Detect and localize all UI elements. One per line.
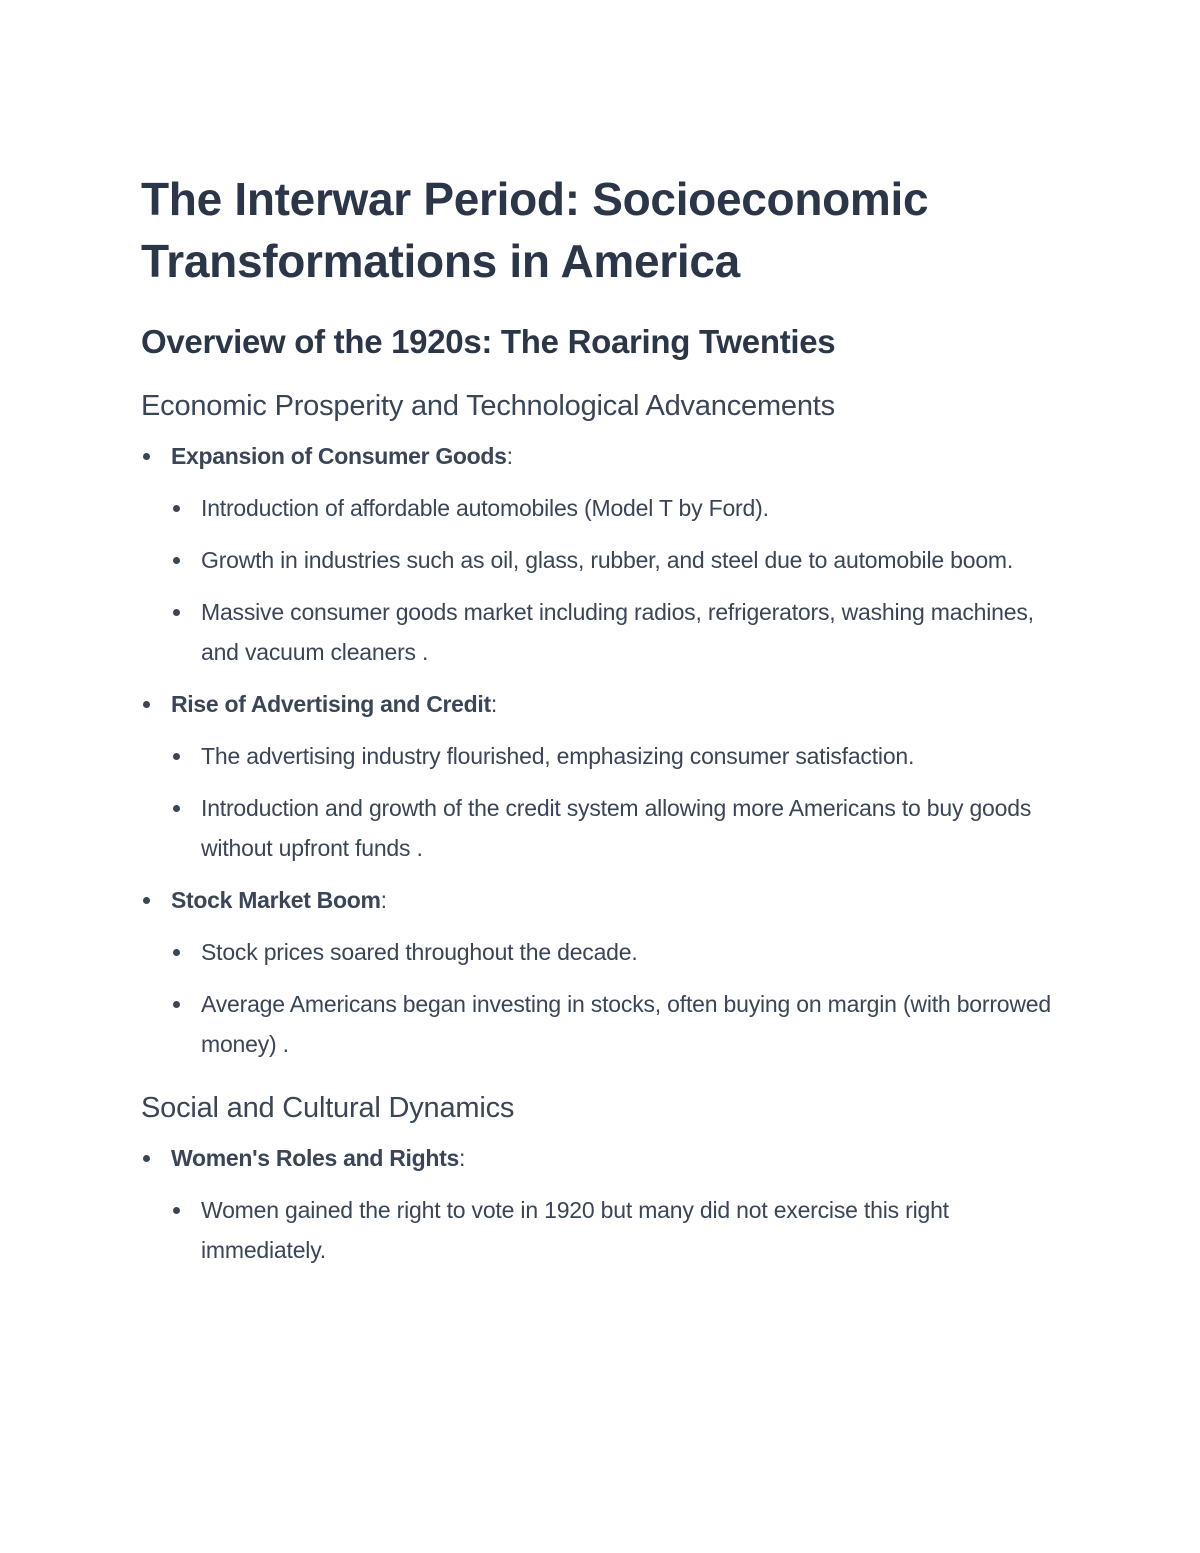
section-heading: Overview of the 1920s: The Roaring Twenties <box>141 323 836 360</box>
bullet-icon <box>173 805 180 812</box>
bullet-icon <box>143 1155 150 1162</box>
bullet-icon <box>173 505 180 512</box>
bullet-icon <box>173 557 180 564</box>
list-item-consumer-goods <box>141 436 1061 672</box>
item-colon: : <box>490 691 497 717</box>
sub-list-item: Growth in industries such as oil, glass, rubber, and steel due to automobile boom. <box>171 540 1061 580</box>
sub-list-item: Average Americans began investing in stocks, often buying on margin (with borrowed money) . <box>171 984 1061 1064</box>
list-item-advertising-credit <box>141 684 1061 868</box>
social-list <box>141 1138 1061 1270</box>
sub-list-item: Massive consumer goods market including radios, refrigerators, washing machines, and vacuum cleaners . <box>171 592 1061 672</box>
sub-list-item: Women gained the right to vote in 1920 but many did not exercise this right immediately. <box>171 1190 1061 1270</box>
subsection-heading-economic: Economic Prosperity and Technological Advancements <box>141 390 835 422</box>
sub-list <box>171 1190 1061 1270</box>
bullet-icon <box>143 701 150 708</box>
item-label: Stock Market Boom <box>171 887 381 913</box>
item-colon: : <box>380 887 387 913</box>
item-label: Rise of Advertising and Credit <box>171 691 491 717</box>
bullet-icon <box>173 949 180 956</box>
document-title: The Interwar Period: Socioeconomic Transformations in America <box>141 173 929 287</box>
item-label: Expansion of Consumer Goods <box>171 443 507 469</box>
bullet-icon <box>173 609 180 616</box>
bullet-icon <box>143 897 150 904</box>
sub-list <box>171 736 1061 868</box>
bullet-icon <box>143 453 150 460</box>
economic-list <box>141 436 1061 1064</box>
document-page <box>141 168 1061 1270</box>
item-colon: : <box>458 1145 466 1171</box>
item-label: Women's Roles and Rights <box>171 1145 459 1171</box>
list-item-stock-market <box>141 880 1061 1064</box>
sub-list <box>171 932 1061 1064</box>
bullet-icon <box>173 753 180 760</box>
sub-list-item: Introduction and growth of the credit system allowing more Americans to buy goods without upfront funds . <box>171 788 1061 868</box>
sub-list-item: Introduction of affordable automobiles (Model T by Ford). <box>171 488 1061 528</box>
list-item-womens-roles <box>141 1138 1061 1270</box>
item-colon: : <box>506 443 513 469</box>
sub-list-item: Stock prices soared throughout the decade. <box>171 932 1061 972</box>
bullet-icon <box>173 1001 180 1008</box>
sub-list-item: The advertising industry flourished, emphasizing consumer satisfaction. <box>171 736 1061 776</box>
subsection-heading-social: Social and Cultural Dynamics <box>141 1092 515 1124</box>
bullet-icon <box>173 1207 180 1214</box>
sub-list <box>171 488 1061 672</box>
